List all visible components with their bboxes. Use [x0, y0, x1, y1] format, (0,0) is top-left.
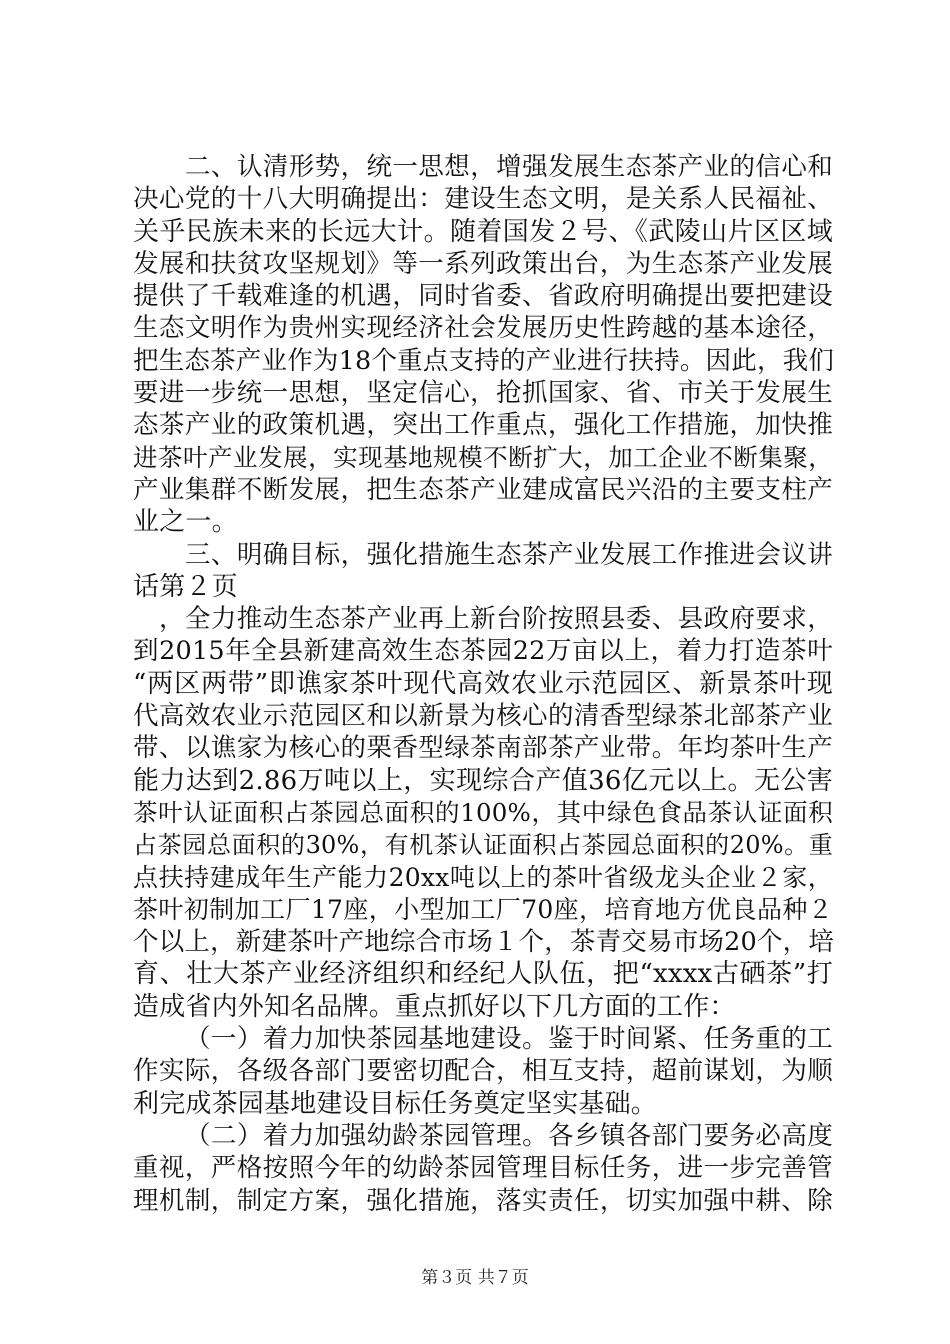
paragraph-line: ，全力推动生态茶产业再上新台阶按照县委、县政府要求， [159, 604, 833, 635]
paragraph-line: 育、壮大茶产业经济组织和经纪人队伍，把“xxxx古硒茶”打 [133, 959, 833, 990]
paragraph-line: 理机制，制定方案，强化措施，落实责任，切实加强中耕、除 [133, 1185, 833, 1216]
paragraph-line: （二）着力加强幼龄茶园管理。各乡镇各部门要务必高度 [185, 1120, 833, 1151]
paragraph-line: 态茶产业的政策机遇，突出工作重点，强化工作措施，加快推 [133, 410, 833, 441]
paragraph-line: 关乎民族未来的长远大计。随着国发２号、《武陵山片区区域 [133, 216, 833, 247]
paragraph-line: 二、认清形势，统一思想，增强发展生态茶产业的信心和 [185, 152, 833, 182]
paragraph-line: 重视，严格按照今年的幼龄茶园管理目标任务，进一步完善管 [133, 1153, 833, 1184]
paragraph-line: 进茶叶产业发展，实现基地规模不断扩大，加工企业不断集聚， [133, 442, 833, 472]
paragraph-line: （一）着力加快茶园基地建设。鉴于时间紧、任务重的工 [185, 1024, 833, 1055]
paragraph-line: 利完成茶园基地建设目标任务奠定坚实基础。 [133, 1088, 658, 1119]
paragraph-line: 业之一。 [133, 507, 238, 538]
paragraph-line: 代高效农业示范园区和以新景为核心的清香型绿茶北部茶产业 [133, 701, 833, 732]
paragraph-line: 占茶园总面积的30%，有机茶认证面积占茶园总面积的20%。重 [133, 831, 833, 860]
document-body [133, 151, 833, 1217]
paragraph-line: 能力达到2.86万吨以上，实现综合产值36亿元以上。无公害 [133, 765, 833, 796]
paragraph-line: “两区两带”即谯家茶叶现代高效农业示范园区、新景茶叶现 [133, 668, 833, 699]
paragraph-line: 造成省内外知名品牌。重点抓好以下几方面的工作： [133, 991, 736, 1022]
paragraph-line: 到2015年全县新建高效生态茶园22万亩以上，着力打造茶叶 [133, 636, 833, 667]
paragraph-line: 发展和扶贫攻坚规划》等一系列政策出台，为生态茶产业发展 [133, 248, 833, 279]
paragraph-line: 茶叶认证面积占茶园总面积的100%，其中绿色食品茶认证面积 [133, 797, 833, 827]
paragraph-line: 生态文明作为贵州实现经济社会发展历史性跨越的基本途径， [133, 313, 833, 344]
page-footer [0, 1268, 950, 1288]
paragraph-line: 要进一步统一思想，坚定信心，抢抓国家、省、市关于发展生 [133, 378, 833, 409]
paragraph-line: 产业集群不断发展，把生态茶产业建成富民兴沿的主要支柱产 [133, 474, 833, 505]
page-number-label: 第３页 共７页 [421, 1268, 529, 1288]
paragraph-line: 三、明确目标，强化措施生态茶产业发展工作推进会议讲 [185, 539, 833, 570]
paragraph-line: 带、以谯家为核心的栗香型绿茶南部茶产业带。年均茶叶生产 [133, 733, 833, 764]
paragraph-line: 提供了千载难逢的机遇，同时省委、省政府明确提出要把建设 [133, 281, 833, 312]
paragraph-line: 决心党的十八大明确提出：建设生态文明，是关系人民福祉、 [133, 184, 833, 215]
paragraph-line: 茶叶初制加工厂17座，小型加工厂70座，培育地方优良品种２ [133, 894, 833, 924]
paragraph-line: 把生态茶产业作为18个重点支持的产业进行扶持。因此，我们 [133, 345, 835, 376]
paragraph-line: 点扶持建成年生产能力20xx吨以上的茶叶省级龙头企业２家， [133, 862, 833, 892]
paragraph-line: 个以上，新建茶叶产地综合市场１个，茶青交易市场20个，培 [133, 927, 835, 958]
paragraph-line: 作实际，各级各部门要密切配合，相互支持，超前谋划，为顺 [133, 1056, 833, 1087]
paragraph-line: 话第２页 [133, 571, 238, 602]
